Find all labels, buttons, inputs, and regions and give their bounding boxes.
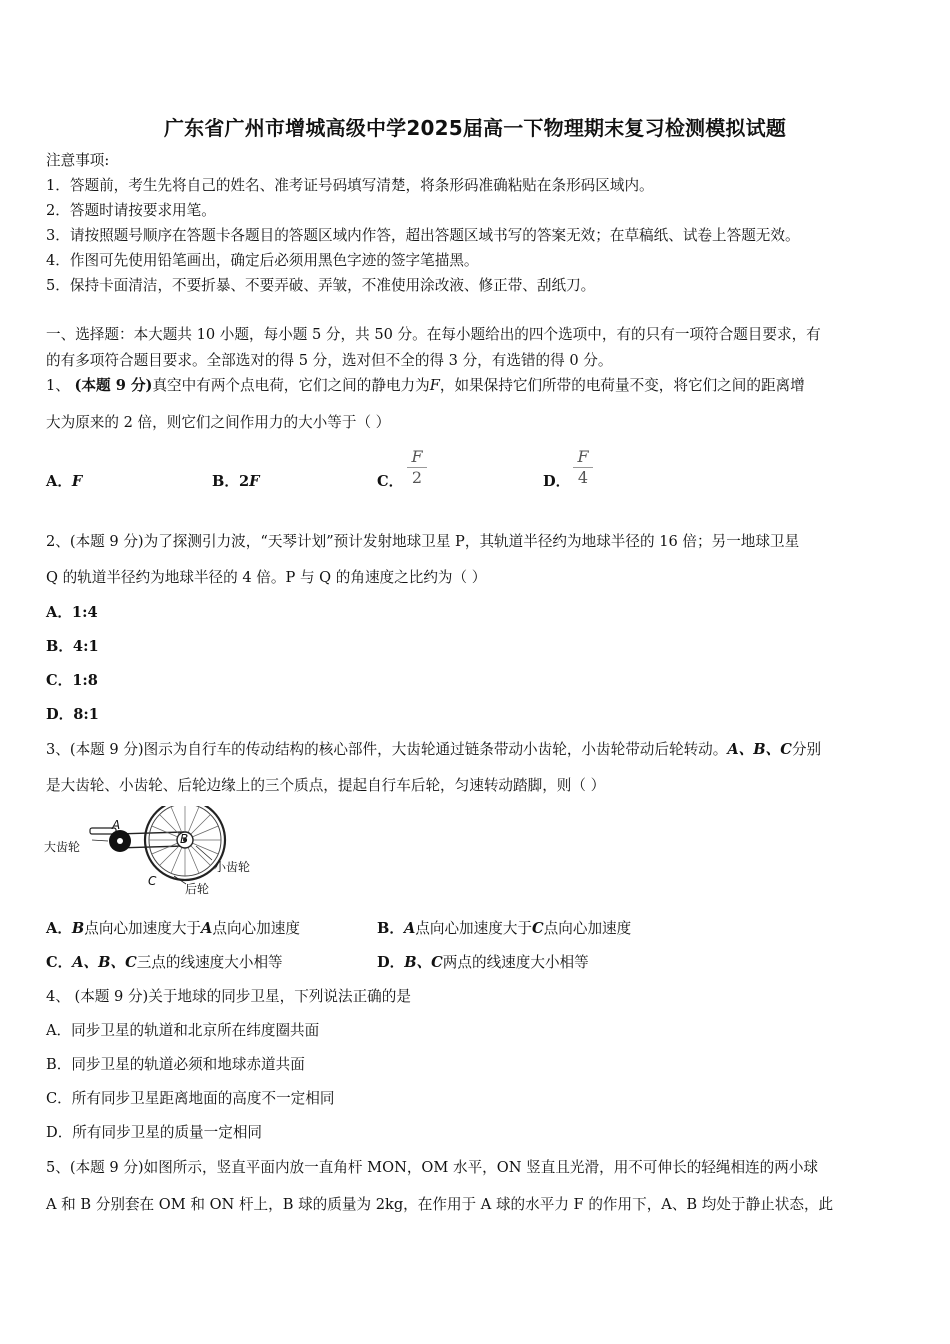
option-d-label: D． — [543, 473, 571, 490]
option-a: A．1:4 — [46, 604, 98, 621]
fraction-f-over-4 — [573, 448, 593, 487]
fraction-denominator: 4 — [577, 468, 589, 487]
option-a — [46, 472, 82, 492]
option-b: B．4:1 — [46, 638, 99, 655]
question-2-line: Q 的轨道半径约为地球半径的 4 倍。P 与 Q 的角速度之比约为（ ） — [46, 569, 487, 586]
option-b — [377, 919, 631, 939]
option-text: 三点的线速度大小相等 — [136, 954, 283, 971]
notice-item: 5．保持卡面清洁，不要折暴、不要弄破、弄皱，不准使用涂改液、修正带、刮纸刀。 — [46, 277, 596, 294]
variable: A — [201, 920, 213, 937]
option-label: B． — [377, 920, 404, 937]
variables: A、B、C — [727, 741, 792, 758]
fraction-numerator: F — [411, 447, 423, 466]
question-1-line: 大为原来的 2 倍，则它们之间作用力的大小等于（ ） — [46, 414, 391, 431]
big-gear-hub — [117, 838, 123, 844]
variable: C — [532, 920, 544, 937]
option-label: D． — [377, 954, 405, 971]
label-rear-wheel: 后轮 — [185, 882, 210, 896]
big-gear-leader — [92, 840, 108, 841]
option-label: B． — [212, 473, 239, 490]
variable: B、C — [404, 954, 443, 971]
question-text: 真空中有两个点电荷，它们之间的静电力为 — [152, 377, 430, 394]
variable: A — [403, 920, 416, 937]
notice-item: 1．答题前，考生先将自己的姓名、准考证号码填写清楚，将条形码准确粘贴在条形码区域内。 — [46, 177, 654, 194]
option-c-label: C． — [377, 473, 404, 490]
question-5-line: 5、(本题 9 分)如图所示，竖直平面内放一直角杆 MON，OM 水平，ON 竖直且光滑，用不可伸长的轻绳相连的两小球 — [46, 1159, 819, 1176]
fraction-denominator: 2 — [411, 468, 423, 487]
page-title: 广东省广州市增城高级中学2025届高一下物理期末复习检测模拟试题 — [163, 116, 787, 140]
question-3-line — [46, 740, 821, 760]
variable: B — [71, 920, 85, 937]
label-point-a: A — [112, 818, 121, 832]
option-b — [212, 472, 259, 492]
fraction-numerator: F — [577, 447, 589, 466]
option-value: 2 — [238, 473, 250, 490]
option-text: 点向心加速度 — [212, 920, 300, 937]
bicycle-transmission-figure — [44, 806, 264, 902]
notice-heading: 注意事项: — [46, 152, 110, 169]
label-point-b: B — [180, 832, 189, 846]
option-text: 点向心加速度大于 — [415, 920, 533, 937]
label-small-gear: 小齿轮 — [214, 860, 251, 874]
notice-item: 2．答题时请按要求用笔。 — [46, 202, 216, 219]
label-point-c: C — [148, 874, 157, 888]
option-text: 两点的线速度大小相等 — [442, 954, 589, 971]
option-text: 点向心加速度 — [543, 920, 632, 937]
fraction-f-over-2 — [407, 448, 427, 487]
option-c: C．1:8 — [46, 672, 98, 689]
option-c — [46, 953, 283, 973]
option-b: B．同步卫星的轨道必须和地球赤道共面 — [46, 1056, 305, 1073]
variable: A、B、C — [72, 954, 137, 971]
section-intro-line: 的有多项符合题目要求。全部选对的得 5 分，选对但不全的得 3 分，有选错的得 0 分。 — [46, 352, 613, 369]
question-text: 3、(本题 9 分)图示为自行车的传动结构的核心部件，大齿轮通过链条带动小齿轮，小齿轮带动后轮转动。 — [46, 741, 728, 758]
label-big-gear: 大齿轮 — [44, 840, 81, 854]
question-1-line — [46, 376, 805, 396]
variable-f: F — [429, 377, 440, 394]
section-intro-line: 一、选择题：本大题共 10 小题，每小题 5 分，共 50 分。在每小题给出的四个选项中，有的只有一项符合题目要求，有 — [46, 326, 821, 343]
option-c: C．所有同步卫星距离地面的高度不一定相同 — [46, 1090, 335, 1107]
option-label: A． — [46, 920, 72, 937]
option-label: A． — [46, 473, 72, 490]
question-3-line: 是大齿轮、小齿轮、后轮边缘上的三个质点，提起自行车后轮，匀速转动踏脚，则（ ） — [46, 777, 606, 794]
option-a: A．同步卫星的轨道和北京所在纬度圈共面 — [46, 1022, 320, 1039]
option-text: 点向心加速度大于 — [84, 920, 202, 937]
option-d: D．8:1 — [46, 706, 99, 723]
question-text: 分别 — [791, 741, 822, 758]
option-value: F — [71, 473, 83, 490]
question-text: ，如果保持它们所带的电荷量不变，将它们之间的距离增 — [439, 377, 805, 394]
option-value: F — [249, 473, 260, 490]
option-d — [377, 953, 589, 973]
notice-item: 3．请按照题号顺序在答题卡各题目的答题区域内作答，超出答题区域书写的答案无效；在草稿纸、试卷上答题无效。 — [46, 227, 800, 244]
question-4-line: 4、 (本题 9 分)关于地球的同步卫星，下列说法正确的是 — [46, 988, 411, 1005]
notice-item: 4．作图可先使用铅笔画出，确定后必须用黑色字迹的签字笔描黑。 — [46, 252, 479, 269]
question-2-line: 2、(本题 9 分)为了探测引力波，“天琴计划”预计发射地球卫星 P，其轨道半径约为地球半径的 16 倍；另一地球卫星 — [46, 533, 800, 550]
question-number: 1、 — [46, 377, 70, 394]
option-label: C． — [46, 954, 73, 971]
question-5-line: A 和 B 分别套在 OM 和 ON 杆上，B 球的质量为 2kg，在作用于 A 球的水平力 F 的作用下，A、B 均处于静止状态，此 — [46, 1196, 834, 1213]
option-d: D．所有同步卫星的质量一定相同 — [46, 1124, 263, 1141]
option-a — [46, 919, 300, 939]
question-score-tag: (本题 9 分) — [74, 377, 153, 394]
